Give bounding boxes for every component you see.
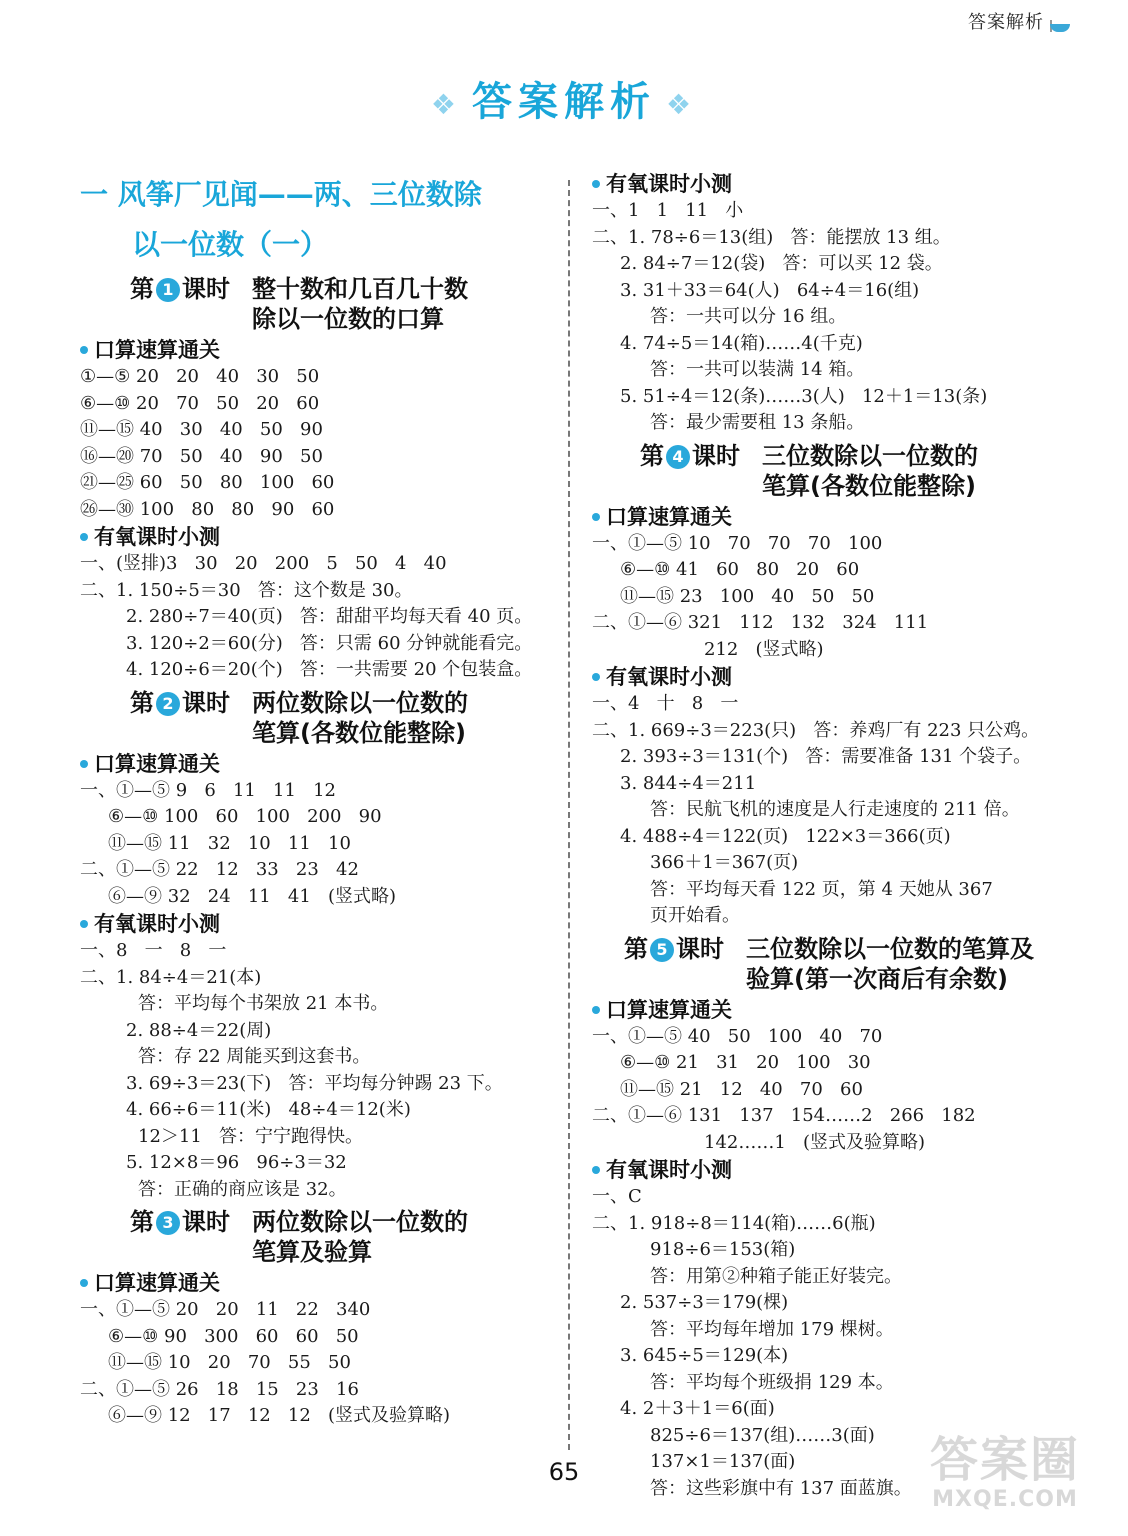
section-heading: 口算速算通关 [80,336,558,364]
section-heading: 口算速算通关 [80,1269,558,1297]
answer-line: ㉖—㉚ 100 80 80 90 60 [80,498,335,520]
bullet-icon [80,920,88,928]
answer-line: 二、1. 150÷5＝30 答：这个数是 30。 [80,579,413,601]
unit-title-line1: 一 风筝厂见闻——两、三位数除 [80,178,482,211]
bullet-icon [80,760,88,768]
answer-line: 二、①—⑥ 321 112 132 324 111 [592,612,929,633]
answer-line: ⑪—⑮ 10 20 70 55 50 [108,1352,351,1373]
answer-line: ⑥—⑩ 90 300 60 60 50 [108,1325,359,1347]
answer-line: 答：平均每个书架放 21 本书。 [138,993,389,1014]
answer-line: 918÷6＝153(箱) [650,1239,796,1260]
lesson-number-badge: 5 [650,938,674,962]
lesson-number-badge: 1 [156,278,180,302]
bullet-icon [592,1006,600,1014]
answer-line: 答：一共可以分 16 组。 [650,306,847,327]
lesson-number-badge: 4 [666,445,690,469]
answer-line: 答：这些彩旗中有 137 面蓝旗。 [650,1477,912,1499]
answer-line: 答：正确的商应该是 32。 [138,1178,347,1200]
answer-line: 4. 120÷6＝20(个) 答：一共需要 20 个包装盒。 [126,659,533,680]
header-mark-icon [1050,24,1070,32]
answer-line: 一、8 一 8 一 [80,940,227,961]
answer-line: 2. 280÷7＝40(页) 答：甜甜平均每天看 40 页。 [126,606,533,627]
answer-line: 二、1. 669÷3＝223(只) 答：养鸡厂有 223 只公鸡。 [592,719,1040,741]
answer-line: ㉑—㉕ 60 50 80 100 60 [80,472,335,493]
answer-line: 答：最少需要租 13 条船。 [650,412,865,433]
answer-line: 4. 74÷5＝14(箱)……4(千克) [620,332,863,354]
bullet-icon [592,513,600,521]
bullet-icon [592,673,600,681]
answer-line: 一、①—⑤ 20 20 11 22 340 [80,1299,371,1320]
answer-line: ⑥—⑩ 21 31 20 100 30 [620,1052,871,1073]
answer-line: 137×1＝137(面) [650,1451,796,1472]
answer-line: ①—⑤ 20 20 40 30 50 [80,366,320,387]
answer-line: 3. 31＋33＝64(人) 64÷4＝16(组) [620,279,920,301]
section-heading: 有氧课时小测 [80,523,558,551]
sparkle-icon: ❖ [430,87,462,121]
answer-line: 825÷6＝137(组)……3(面) [650,1424,875,1446]
answer-line: 答：用第②种箱子能正好装完。 [650,1265,902,1287]
answer-line: ⑥—⑩ 20 70 50 20 60 [80,392,320,414]
answer-line: 答：平均每个班级捐 129 本。 [650,1371,894,1393]
answer-line: 答：存 22 周能买到这套书。 [138,1046,371,1067]
answer-line: 一、(竖排)3 30 20 200 5 50 4 40 [80,553,447,574]
answer-line: 一、①—⑤ 40 50 100 40 70 [592,1025,883,1047]
watermark-logo: 答案圈 MXQE.COM [929,1432,1080,1512]
answer-line: 一、①—⑤ 9 6 11 11 12 [80,779,336,801]
answer-line: 页开始看。 [650,905,740,926]
answer-line: ⑥—⑨ 12 17 12 12 (竖式及验算略) [108,1405,451,1426]
lesson-number-badge: 2 [156,692,180,716]
answer-line: 一、①—⑤ 10 70 70 70 100 [592,532,883,554]
answer-line: 二、1. 918÷8＝114(箱)……6(瓶) [592,1212,876,1234]
answer-line: 3. 120÷2＝60(分) 答：只需 60 分钟就能看完。 [126,632,533,654]
bullet-icon [80,346,88,354]
lesson-heading-4: 第 4 课时 三位数除以一位数的 笔算(各数位能整除) [640,441,978,500]
section-heading: 口算速算通关 [592,503,1072,531]
lesson-heading-1: 第 1 课时 整十数和几百几十数 除以一位数的口算 [130,275,468,333]
answer-line: 2. 84÷7＝12(袋) 答：可以买 12 袋。 [620,253,943,274]
column-divider [568,180,570,1450]
page-number: 65 [548,1458,580,1486]
section-heading: 口算速算通关 [80,750,558,778]
answer-line: 二、①—⑤ 26 18 15 23 16 [80,1378,359,1400]
answer-line: 5. 12×8＝96 96÷3＝32 [126,1152,347,1173]
answer-line: 4. 488÷4＝122(页) 122×3＝366(页) [620,825,951,847]
section-heading: 有氧课时小测 [80,910,558,938]
answer-line: 答：平均每年增加 179 棵树。 [650,1318,894,1340]
answer-line: 答：一共可以装满 14 箱。 [650,359,865,380]
answer-line: 366＋1＝367(页) [650,852,799,873]
answer-line: 二、①—⑤ 22 12 33 23 42 [80,859,359,880]
answer-line: 3. 844÷4＝211 [620,772,757,794]
unit-title-line2: 以一位数（一） [132,228,329,261]
answer-line: ⑪—⑮ 11 32 10 11 10 [108,832,351,854]
lesson-heading-3: 第 3 课时 两位数除以一位数的 笔算及验算 [130,1208,468,1266]
answer-line: 5. 51÷4＝12(条)……3(人) 12＋1＝13(条) [620,385,988,407]
lesson-number-badge: 3 [156,1211,180,1235]
answer-line: ⑥—⑨ 32 24 11 41 (竖式略) [108,885,397,907]
section-heading: 口算速算通关 [592,996,1072,1024]
answer-line: 2. 88÷4＝22(周) [126,1019,272,1041]
answer-line: 2. 537÷3＝179(棵) [620,1292,789,1313]
answer-line: 12＞11 答：宁宁跑得快。 [138,1125,363,1147]
sparkle-icon: ❖ [666,87,698,121]
answer-line: 142……1 (竖式及验算略) [704,1131,926,1153]
section-heading: 有氧课时小测 [592,170,1072,198]
answer-line: ⑪—⑮ 40 30 40 50 90 [80,419,323,440]
answer-line: ⑥—⑩ 41 60 80 20 60 [620,559,860,580]
page-title: ❖ 答案解析 ❖ [430,79,698,125]
right-column [592,170,1072,1502]
header-tag: 答案解析 [968,12,1044,33]
answer-line: 二、1. 78÷6＝13(组) 答：能摆放 13 组。 [592,226,951,248]
answer-line: 一、1 1 11 小 [592,200,744,221]
answer-line: ⑯—⑳ 70 50 40 90 50 [80,445,323,467]
bullet-icon [80,1279,88,1287]
bullet-icon [80,533,88,541]
answer-line: 一、C [592,1186,642,1207]
answer-line: 3. 69÷3＝23(下) 答：平均每分钟踢 23 下。 [126,1072,503,1094]
answer-line: 一、4 十 8 一 [592,693,739,714]
lesson-heading-5: 第 5 课时 三位数除以一位数的笔算及 验算(第一次商后有余数) [624,934,1034,993]
answer-line: 答：民航飞机的速度是人行走速度的 211 倍。 [650,799,1020,820]
lesson-heading-2: 第 2 课时 两位数除以一位数的 笔算(各数位能整除) [130,688,468,747]
answer-line: 212 (竖式略) [704,638,824,660]
section-heading: 有氧课时小测 [592,663,1072,691]
answer-line: 二、①—⑥ 131 137 154……2 266 182 [592,1105,976,1126]
answer-line: 3. 645÷5＝129(本) [620,1345,789,1366]
answer-line: ⑪—⑮ 23 100 40 50 50 [620,585,875,607]
section-heading: 有氧课时小测 [592,1156,1072,1184]
answer-line: 答：平均每天看 122 页，第 4 天她从 367 [650,878,993,900]
answer-line: ⑥—⑩ 100 60 100 200 90 [108,806,382,827]
answer-line: 4. 66÷6＝11(米) 48÷4＝12(米) [126,1099,411,1120]
answer-line: 2. 393÷3＝131(个) 答：需要准备 131 个袋子。 [620,746,1032,767]
bullet-icon [592,180,600,188]
bullet-icon [592,1166,600,1174]
answer-line: 4. 2＋3＋1＝6(面) [620,1398,775,1419]
answer-line: 二、1. 84÷4＝21(本) [80,966,262,988]
answer-line: ⑪—⑮ 21 12 40 70 60 [620,1078,863,1100]
left-column [80,170,558,1430]
